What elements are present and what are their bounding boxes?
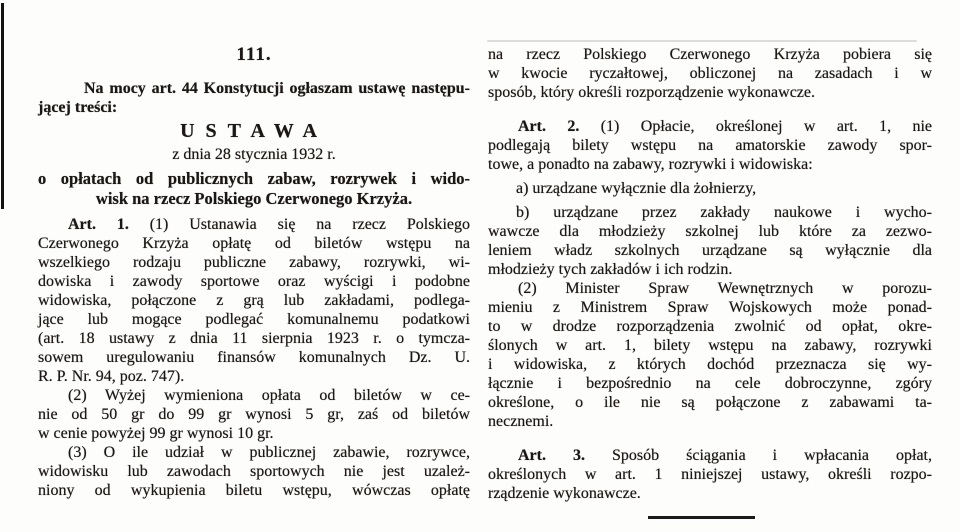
text-line: (3) O ile udział w publicznej zabawie, rozrywce, (68, 444, 470, 461)
text-line: i widowiska, z których dochód przeznacza się wy- (488, 356, 932, 373)
art-2-item-a (488, 179, 932, 198)
text-line: wawcze dla młodzieży szkolnej lub które za zezwo- (488, 223, 932, 240)
art-1-clause-2 (38, 386, 470, 443)
text-line: (2) Wyżej wymieniona opłata od biletów w ce- (68, 387, 470, 404)
text-line: określonych w art. 1 niniejszej ustawy, określi rozpo- (488, 466, 932, 483)
text-line: o opłatach od publicznych zabaw, rozrywek i wido- (38, 169, 470, 188)
text-line: Czerwonego Krzyża opłatę od biletów wstępu na (38, 235, 470, 252)
left-column (38, 44, 470, 500)
text-line: określone, o ile nie są połączone z zabawami ta- (488, 394, 932, 411)
text-line: w kwocie ryczałtowej, obliczonej na zasadach i w (488, 65, 932, 82)
text-line: sowem uregulowaniu finansów komunalnych Dz. U. (38, 349, 470, 366)
art-2-item-b (488, 203, 932, 279)
text-line: (art. 18 ustawy z dnia 11 sierpnia 1923 r. o tymcza- (38, 330, 470, 347)
article-lead: Art. 3. (518, 447, 585, 464)
art-1-clause-3 (38, 443, 470, 500)
left-column-body (38, 215, 470, 500)
scan-smudge (487, 40, 917, 42)
text-line: wszelkiego rodzaju publiczne zabawy, rozrywki, wi- (38, 254, 470, 271)
text-line: a) urządzane wyłącznie dla żołnierzy, (516, 180, 757, 197)
text-line: rządzenie wykonawcze. (488, 485, 641, 502)
art-1-clause-3-continuation (488, 45, 932, 102)
act-title: USTAWA (180, 120, 328, 142)
art-1-clause-1 (38, 215, 470, 386)
preamble (38, 79, 470, 117)
text-line: w cenie powyżej 99 gr wynosi 10 gr. (38, 425, 274, 442)
text-line: młodzieży tych zakładów i ich rodzin. (488, 261, 733, 278)
text-line: Na mocy art. 44 Konstytucji ogłaszam ustawę następu- (84, 80, 470, 97)
text-line: na rzecz Polskiego Czerwonego Krzyża pobiera się (488, 46, 932, 63)
text-line: jące lub mogące podlegać komunalnemu podatkowi (38, 311, 470, 328)
text-line: (2) Minister Spraw Wewnętrznych w porozu- (518, 280, 932, 297)
text-line: Art. 3. Sposób ściągania i wpłacania opłat, (518, 447, 933, 464)
text-line: nie od 50 gr do 99 gr wynosi 5 gr, zaś od biletów (38, 406, 470, 423)
text-line: widowiska, połączone z grą lub zakładami, podlega- (38, 292, 470, 309)
text-line: leniem władz szkolnych urządzane są wyłącznie dla (488, 242, 932, 259)
text-line: sposób, który określi rozporządzenie wykonawcze. (488, 84, 815, 101)
text-line: necznemi. (488, 413, 554, 430)
text-line: widowisku lub zawodach sportowych nie jest uzależ- (38, 463, 470, 480)
scan-edge-artifact (1, 3, 4, 209)
text-line: R. P. Nr. 94, poz. 747). (38, 368, 185, 385)
text-line: ślonych w art. 1, bilety wstępu na zabawy, rozrywki (488, 337, 932, 354)
act-number: 111. (236, 44, 272, 65)
art-2-clause-1 (488, 117, 932, 174)
article-lead: Art. 2. (518, 118, 580, 135)
art-2-clause-2 (488, 279, 932, 431)
text-line: niony od wykupienia biletu wstępu, wówczas opłatę (38, 482, 470, 499)
text-line: mieniu z Ministrem Spraw Wojskowych może ponad- (488, 299, 932, 316)
text-line: wisk na rzecz Polskiego Czerwonego Krzyża. (95, 188, 413, 208)
art-3 (488, 446, 932, 503)
text-line: Art. 1. (1) Ustanawia się na rzecz Polskiego (68, 216, 470, 233)
right-column-body (488, 45, 932, 503)
footnote-rule (648, 516, 755, 519)
text-line: podlegają bilety wstępu na amatorskie zawody spor- (488, 137, 932, 154)
text-line: Art. 2. (1) Opłacie, określonej w art. 1, nie (518, 118, 933, 135)
text-line: to w drodze rozporządzenia zwolnić od opłat, okre- (488, 318, 932, 335)
text-line: jącej treści: (38, 99, 118, 116)
right-column (488, 45, 932, 503)
text-line: dowiska i zawody sportowe oraz wyścigi i podobne (38, 273, 470, 290)
text-line: łącznie i bezpośrednio na cele dobroczynne, zgóry (488, 375, 932, 392)
act-subject (38, 169, 470, 208)
text-line: towe, a ponadto na zabawy, rozrywki i widowiska: (488, 156, 813, 173)
text-line: b) urządzane przez zakłady naukowe i wycho- (516, 204, 932, 221)
article-lead: Art. 1. (68, 216, 129, 233)
act-date: z dnia 28 stycznia 1932 r. (172, 146, 336, 163)
